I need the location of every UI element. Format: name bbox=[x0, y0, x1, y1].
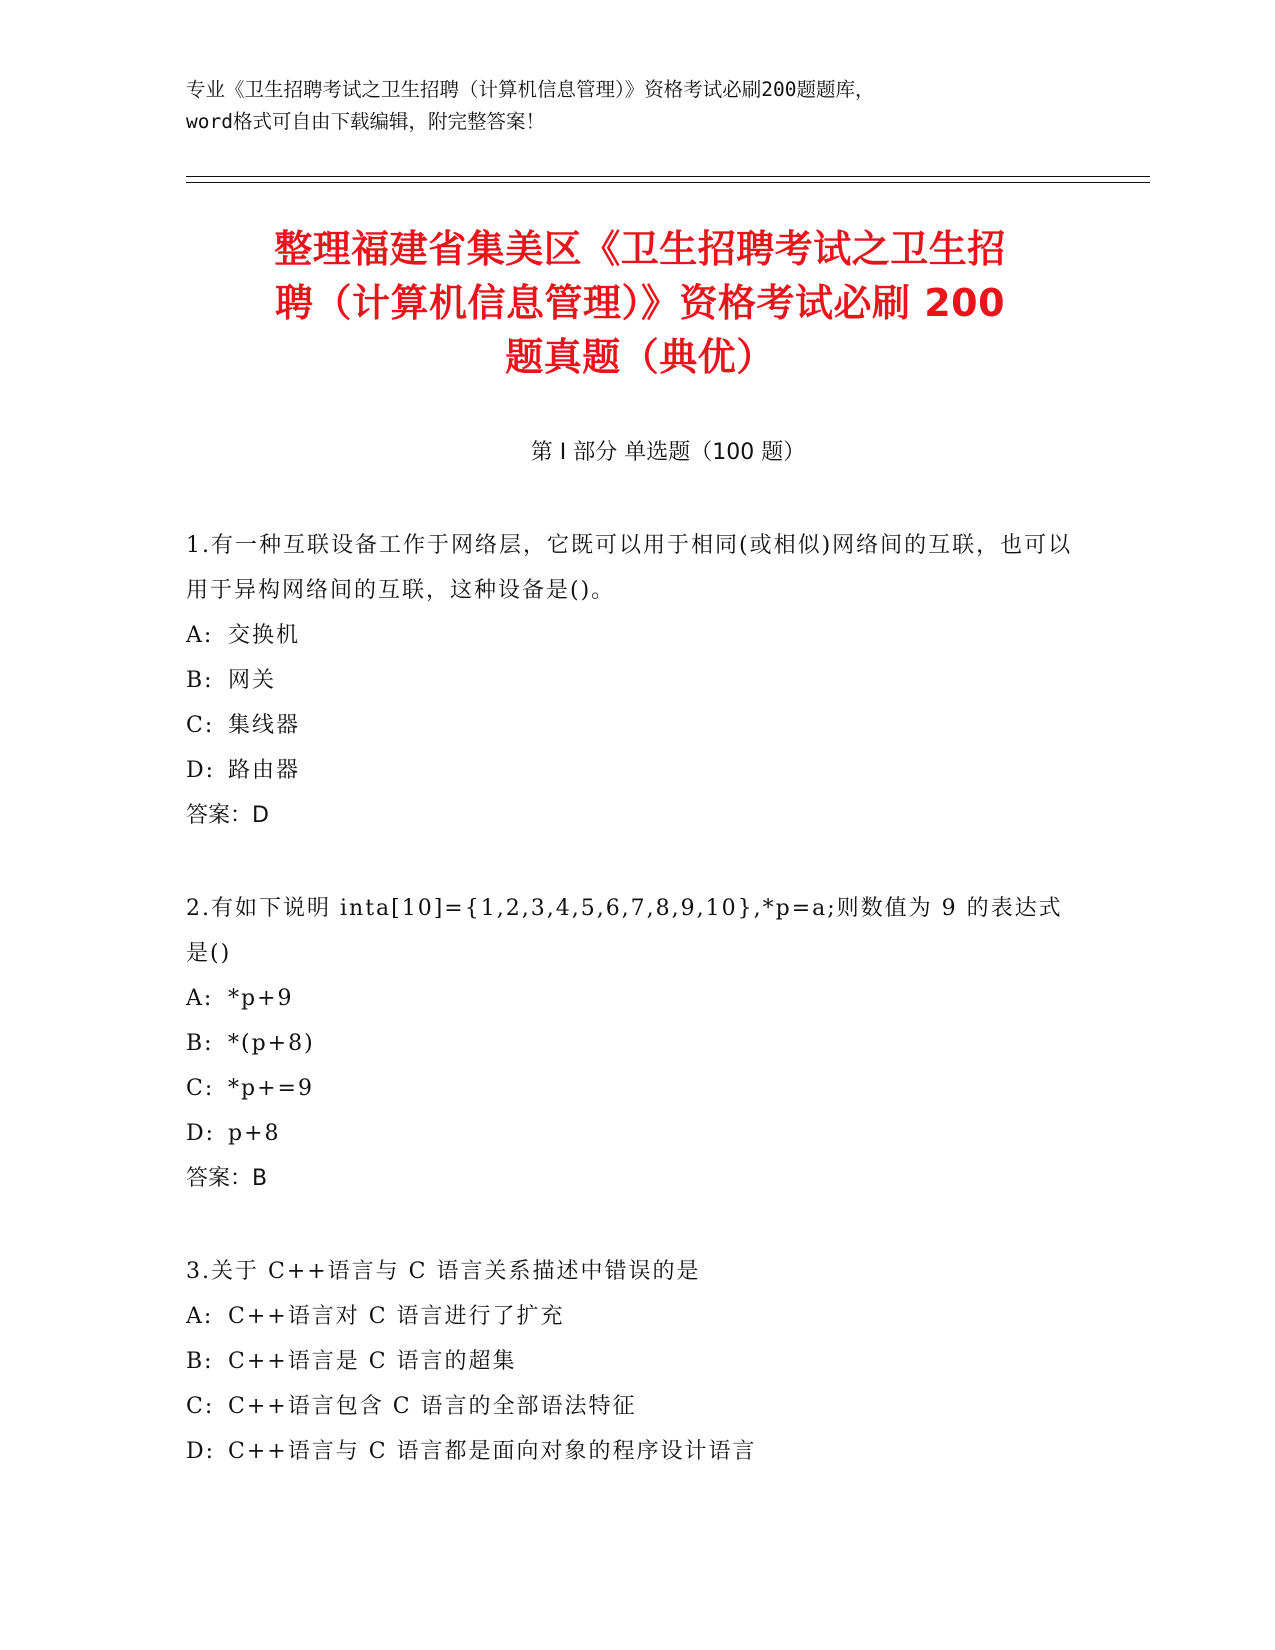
option-letter: B: bbox=[186, 1031, 214, 1056]
question-1 bbox=[186, 523, 1086, 838]
option-letter: D: bbox=[186, 1121, 216, 1146]
answer-value: D bbox=[252, 803, 269, 828]
question-stem: 2.有如下说明 inta[10]={1,2,3,4,5,6,7,8,9,10},*p=a;则数值为 9 的表达式是() bbox=[186, 896, 1063, 966]
option-text: *(p+8) bbox=[228, 1031, 315, 1056]
document-title bbox=[190, 222, 1090, 384]
answer-value: B bbox=[252, 1166, 268, 1191]
option-text: C++语言与 C 语言都是面向对象的程序设计语言 bbox=[228, 1439, 757, 1464]
question-stem: 3.关于 C++语言与 C 语言关系描述中错误的是 bbox=[186, 1259, 701, 1284]
option-c bbox=[186, 1384, 1086, 1429]
question-3 bbox=[186, 1249, 1086, 1474]
option-text: 集线器 bbox=[228, 713, 301, 738]
answer-line bbox=[186, 1156, 1086, 1201]
document-title-line-3: 题真题（典优） bbox=[505, 335, 775, 379]
question-stem: 1.有一种互联设备工作于网络层，它既可以用于相同(或相似)网络间的互联，也可以用于异构网络间的互联，这种设备是()。 bbox=[186, 533, 1073, 603]
option-text: C++语言对 C 语言进行了扩充 bbox=[228, 1304, 565, 1329]
question-2 bbox=[186, 886, 1086, 1201]
answer-label: 答案： bbox=[186, 803, 253, 828]
option-text: C++语言是 C 语言的超集 bbox=[228, 1349, 517, 1374]
header-note bbox=[186, 74, 1086, 138]
answer-label: 答案： bbox=[186, 1166, 253, 1191]
option-b bbox=[186, 1021, 1086, 1066]
option-d bbox=[186, 748, 1086, 793]
option-letter: C: bbox=[186, 1394, 215, 1419]
option-letter: B: bbox=[186, 668, 214, 693]
option-text: C++语言包含 C 语言的全部语法特征 bbox=[228, 1394, 637, 1419]
option-text: 交换机 bbox=[228, 623, 301, 648]
option-letter: C: bbox=[186, 1076, 215, 1101]
header-divider-top bbox=[186, 176, 1150, 177]
option-letter: A: bbox=[186, 986, 214, 1011]
option-text: *p+9 bbox=[228, 986, 294, 1011]
option-letter: D: bbox=[186, 758, 216, 783]
option-text: *p+=9 bbox=[228, 1076, 314, 1101]
document-title-line-1: 整理福建省集美区《卫生招聘考试之卫生招 bbox=[274, 227, 1006, 271]
option-c bbox=[186, 1066, 1086, 1111]
option-letter: C: bbox=[186, 713, 215, 738]
option-text: 网关 bbox=[228, 668, 277, 693]
option-d bbox=[186, 1111, 1086, 1156]
option-letter: A: bbox=[186, 623, 214, 648]
option-text: p+8 bbox=[228, 1121, 281, 1146]
option-text: 路由器 bbox=[228, 758, 301, 783]
option-letter: B: bbox=[186, 1349, 214, 1374]
question-list bbox=[186, 523, 1086, 1522]
header-divider-bottom bbox=[186, 182, 1150, 183]
option-b bbox=[186, 658, 1086, 703]
document-title-line-2: 聘（计算机信息管理）》资格考试必刷 200 bbox=[274, 281, 1006, 325]
header-note-line-2: word格式可自由下载编辑，附完整答案！ bbox=[186, 110, 545, 133]
option-a bbox=[186, 613, 1086, 658]
header-note-line-1: 专业《卫生招聘考试之卫生招聘（计算机信息管理）》资格考试必刷200题题库， bbox=[186, 78, 875, 101]
option-d bbox=[186, 1429, 1086, 1474]
option-a bbox=[186, 976, 1086, 1021]
section-heading: 第 I 部分 单选题（100 题） bbox=[530, 440, 806, 465]
option-a bbox=[186, 1294, 1086, 1339]
option-letter: D: bbox=[186, 1439, 216, 1464]
option-b bbox=[186, 1339, 1086, 1384]
option-letter: A: bbox=[186, 1304, 214, 1329]
option-c bbox=[186, 703, 1086, 748]
answer-line bbox=[186, 793, 1086, 838]
